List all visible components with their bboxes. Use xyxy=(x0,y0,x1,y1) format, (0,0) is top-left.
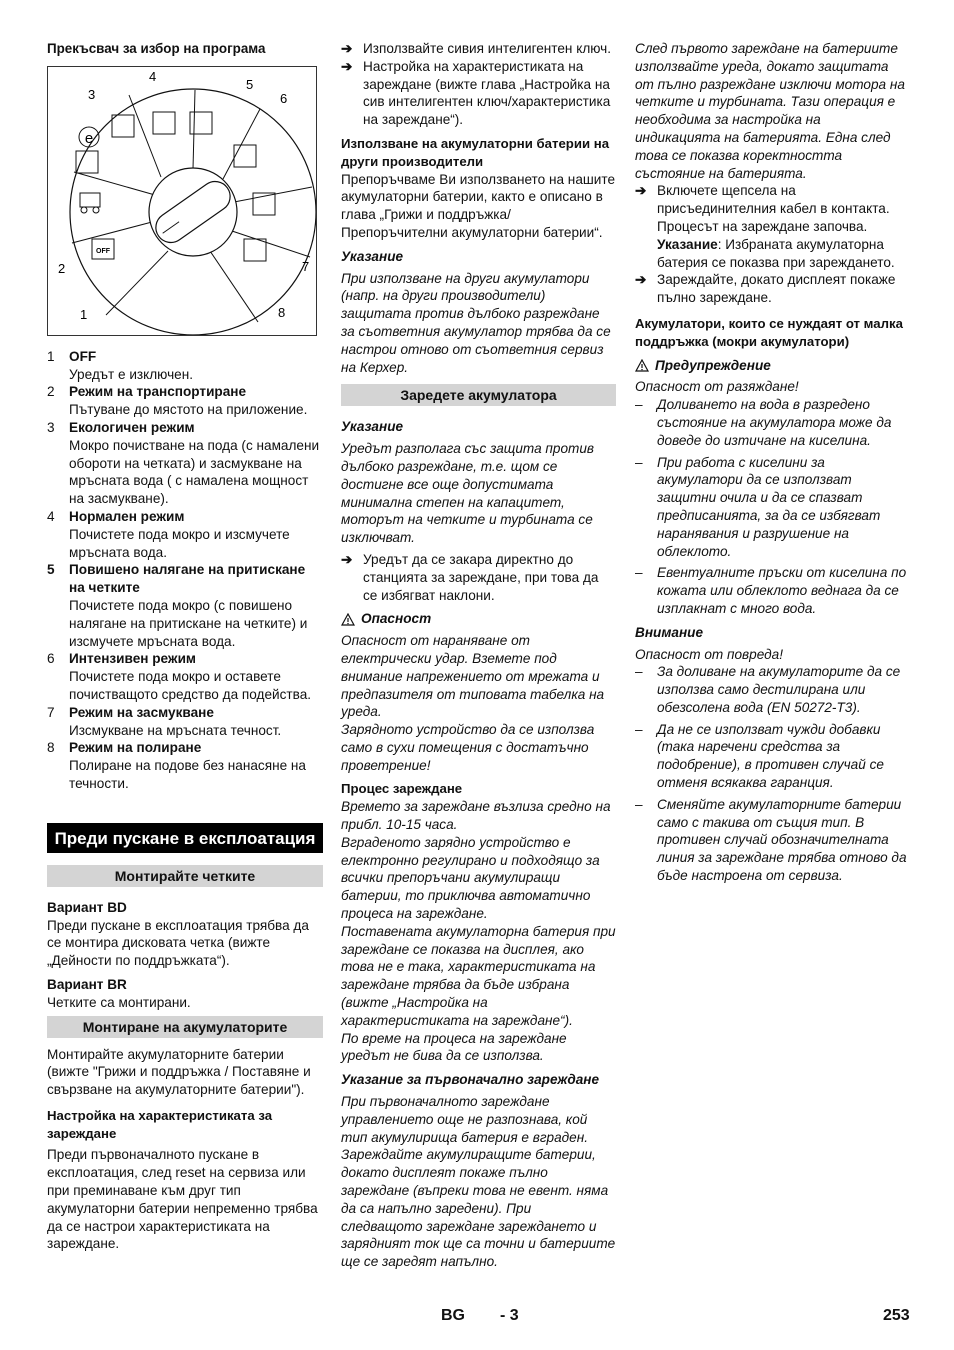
intensive-detergent-icon xyxy=(234,145,256,167)
legend-item: 3 Екологичен режим xyxy=(47,419,195,435)
subsection-title-batteries: Монтиране на акумулаторите xyxy=(47,1016,323,1038)
list-item: – При работа с киселини за акумулатори да се използват защитни очила и да се спазват предписанията, за да се избягват наранявания и разрушение на облеклото. xyxy=(635,454,881,559)
list-item: – Да не се използват чужди добавки (така наречени средства за подобрение), в противен случай се отменя всякаква гаранция. xyxy=(635,721,884,791)
list-item: ➔ Включете щепсела на присъединителния кабел в контакта. Процесът на зареждане започва. Указание: Избраната акумулаторна батерия се показва при зареждането. xyxy=(635,183,895,270)
danger-label: Опасност xyxy=(361,611,432,627)
column-1 xyxy=(47,40,323,1253)
transport-mode-icon xyxy=(80,193,100,213)
svg-text:4: 4 xyxy=(149,68,157,84)
charging-process-title: Процес зареждане xyxy=(341,781,463,797)
legend-item: 7 Режим на засмукване xyxy=(47,704,214,720)
danger-text: Опасност от нараняване от електрически удар. Вземете под внимание напрежението от мрежата и предпазителя от типовата табелка на уреда. xyxy=(341,633,605,720)
warning-label: Предупреждение xyxy=(655,357,771,373)
legend-item: 8 Режим на полиране xyxy=(47,740,202,756)
svg-text:7: 7 xyxy=(302,258,310,274)
wet-batteries-title: Акумулатори, които се нуждаят от малка поддръжка (мокри акумулатори) xyxy=(635,315,903,349)
svg-text:6: 6 xyxy=(280,90,288,106)
subsection-title-charge: Заредете акумулатора xyxy=(341,384,616,406)
figure-legend: 1 OFF Уредът е изключен. 2 Режим на транспортиране Пътуване до мястото на приложение. 3 Екологичен режим Мокро почистване на пода (с намалени обороти на четката) и засмукване на мръсната вода ( с намалена мощност на засмукване). 4 Нормален режим Почистете пода мокро и изсмучете мръсната вода. 5 Повишено налягане на притискане на четките Почистете пода мокро (с повишено налягане на притискане на четките) и изсмучете мръсната вода. 6 Интензивен режим Почистете пода мокро и оставете почистващото средство да подейства. 7 Режим на засмукване Изсмукване на мръсната течност. 8 Режим на полиране Полиране на подове без нанасяне на течности. xyxy=(47,348,323,793)
polish-mode-icon xyxy=(244,239,266,261)
first-charge-title: Указание за първоначално зареждане xyxy=(341,1072,600,1088)
list-item: ➔ Използвайте сивия интелигентен ключ. xyxy=(341,41,612,56)
footer-language: BG xyxy=(441,1307,465,1324)
off-label: OFF xyxy=(96,247,110,255)
warning-triangle-icon xyxy=(635,359,649,372)
svg-text:8: 8 xyxy=(278,304,286,320)
variant-br-title: Вариант BR xyxy=(47,976,127,992)
svg-text:1: 1 xyxy=(80,306,88,322)
legend-item: 1 OFF xyxy=(47,348,97,364)
legend-item: 5 Повишено налягане на притискане на четките xyxy=(47,562,306,596)
column-3: След първото зареждане на батериите използвайте уреда, докато защитата от пълно разреждане изключи мотора на четките и турбината. Тази операция е необходима за настройка на индикацията на батерията. Една след това се показва коректността състояние на батерията. ➔ Включете щепсела на присъединителния кабел в контакта. Процесът на зареждане започва. Указание: Избраната акумулаторна батерия се показва при зареждането. ➔ Зареждайте, докато дисплеят покаже пълно зареждане. Акумулатори, които се нуждаят от малка поддръжка (мокри акумулатори) Предупреждение Опасност от разяждане! – Доливането на вода в разредено състояние на акумулатора може да доведе до изтичане на киселина. – При работа с киселини за акумулатори да се използват защитни очила и да се спазват предписанията, за да се избягват наранявания и разрушение на облеклото. – Евентуалните пръски от киселина по кожата или облеклото веднага да се изплакнат с много вода. Внимание Опасност от повреда! – За доливане на акумулаторите да се използва само дестилирана или обезсолена вода (EN 50272-T3). – Да не се използват чужди добавки (така наречени средства за подобрение), в противен случай се отменя всякаква гаранция. – Сменяйте акумулаторните батерии само с такива от същия тип. В противен случай обозначителната линия за зареждане трябва отново да бъде настроена от сервиза. xyxy=(635,41,907,884)
first-charge-text: При първоначалното зареждане управлението още не разпознава, кой тип акумулирища батерия е вграден. Зареждайте акумулиращите батерии, докато дисплеят покаже пълно зареждане (въпреки това не евент. няма да са напълно заредени). При следващото зареждане зареждането и зарядният ток ще са точни и батериите ще се заредят напълно. xyxy=(341,1094,616,1270)
list-item: – Доливането на вода в разредено състояние на акумулатора може да доведе до изтичане на киселина. xyxy=(635,397,892,448)
normal-mode-icon xyxy=(112,115,134,137)
footer-page-number: 253 xyxy=(883,1307,910,1324)
list-item: ➔ Настройка на характеристиката на зареждане (вижте глава „Настройка на сив интелигентен ключ/характеристика на зареждане“). xyxy=(341,58,611,128)
program-selector-figure xyxy=(47,66,317,336)
svg-text:3: 3 xyxy=(88,86,96,102)
program-selector-diagram xyxy=(48,67,316,335)
note-text: Уредът разполага със защита против дълбоко разреждане, т.е. щом се достигне все още допустимата минимална степен на капацитет, моторът на четките и турбината се изключват. xyxy=(341,441,595,546)
intensive-mode-icon xyxy=(190,112,212,134)
variant-br-text: Четките са монтирани. xyxy=(47,994,191,1010)
legend-item: 2 Режим на транспортиране xyxy=(47,384,247,400)
svg-text:2: 2 xyxy=(58,260,66,276)
warning-heading xyxy=(635,357,907,375)
intro-text: След първото зареждане на батериите използвайте уреда, докато защитата от пълно разреждане изключи мотора на четките и турбината. Тази операция е необходима за настройка на индикацията на батерията. Една след това се показва коректността състояние на батерията. xyxy=(635,41,905,181)
figure-title: Прекъсвач за избор на програма xyxy=(47,41,266,56)
svg-text:5: 5 xyxy=(246,76,254,92)
charge-setting-text: Преди първоначалното пускане в експлоатация, след reset на сервиза или при преминаване към друг тип акумулаторни батерии непременно трябва да се настрои характеристиката на зареждане. xyxy=(47,1147,318,1252)
list-item: – За доливане на акумулаторите да се използва само дестилирана или обезсолена вода (EN 50272-T3). xyxy=(635,664,901,715)
column-2: ➔ Използвайте сивия интелигентен ключ. ➔ Настройка на характеристиката на зареждане (вижте глава „Настройка на сив интелигентен ключ/характеристика на зареждане“). Използване на акумулаторни батерии на други производители Препоръчваме Ви използването на нашите акумулаторни батерии, както е описано в глава „Грижи и поддръжка/ Препоръчителни акумулаторни батерии“. Указание При използване на други акумулатори (напр. на други производители) защитата против дълбоко разреждане за съответния акумулатор трябва да се настрои отново от съответния сервиз на Керхер. Заредете акумулатора Указание Уредът разполага със защита против дълбоко разреждане, т.е. щом се достигне все още допустимата минимална степен на капацитет, моторът на четките и турбината се изключват. ➔ Уредът да се закара директно до станцията за зареждане, при това да се избягват наклони. Опасност Опасност от нараняване от електрически удар. Вземете под внимание напрежението от мрежата и предпазителя от типовата табелка на уреда. Зарядното устройство да се използва само в сухи помещения с достатъчно проветрение! Процес зареждане Времето за зареждане възлиза средно на прибл. 10-15 часа. Вграденото зарядно устройство е електронно регулирано и подходящо за всички препоръчани акумулиращи батерии, то приключва автоматично процеса на зареждане. Поставената акумулаторна батерия при зареждане се показва на дисплея, ако това не е така, характеристиката на зареждане трябва да бъде избрана (вижте „Настройка на характеристиката на зареждане“). По време на процеса на зареждане уредът не бива да се използва. Указание за първоначално зареждане При първоначалното зареждане управлението още не разпознава, кой тип акумулирища батерия е вграден. Зареждайте акумулиращите батерии, докато дисплеят покаже пълно зареждане (въпреки това не евент. няма да са напълно заредени). При следващото зареждане зареждането и зарядният ток ще са точни и батериите ще се заредят напълно. xyxy=(341,41,616,1270)
other-manufacturers-text: Препоръчваме Ви използването на нашите акумулаторни батерии, както е описано в глава „Грижи и поддръжка/ Препоръчителни акумулаторни батерии“. xyxy=(341,171,616,240)
subsection-title-brushes: Монтирайте четките xyxy=(47,865,323,887)
list-item: – Сменяйте акумулаторните батерии само с такива от същия тип. В противен случай обозначителната линия за зареждане трябва отново да бъде настроена от сервиза. xyxy=(635,796,907,884)
note-label: Указание xyxy=(341,248,404,264)
warning-triangle-icon xyxy=(341,613,355,626)
list-item: ➔ Зареждайте, докато дисплеят покаже пълно зареждане. xyxy=(635,272,896,306)
variant-bd-title: Вариант BD xyxy=(47,899,127,915)
danger-heading xyxy=(341,610,616,628)
eco-mode-icon xyxy=(76,151,98,173)
list-item: – Евентуалните пръски от киселина по кожата или облеклото веднага да се изплакнат с много вода. xyxy=(635,565,907,616)
legend-item: 6 Интензивен режим xyxy=(47,651,196,667)
list-item: ➔ Уредът да се закара директно до станцията за зареждане, при това да се избягват наклони. xyxy=(341,551,599,603)
variant-bd-text: Преди пускане в експлоатация трябва да се монтира дисковата четка (вижте „Дейности по поддръжката“). xyxy=(47,917,309,969)
charge-setting-title: Настройка на характеристиката за зареждане xyxy=(47,1107,273,1141)
footer-page-local: - 3 xyxy=(500,1307,519,1324)
section-title-before-operation: Преди пускане в експлоатация xyxy=(47,823,323,853)
eco-e-icon: e xyxy=(84,129,94,147)
batteries-text: Монтирайте акумулаторните батерии (вижте "Грижи и поддръжка / Поставяне и свързване на акумулаторните батерии"). xyxy=(47,1046,311,1098)
legend-item: 4 Нормален режим xyxy=(47,508,185,524)
other-manufacturers-title: Използване на акумулаторни батерии на други производители xyxy=(341,135,610,169)
note-label: Указание xyxy=(341,419,404,435)
pressure-mode-icon xyxy=(153,112,175,134)
caution-label: Внимание xyxy=(635,624,704,640)
note-text: При използване на други акумулатори (напр. на други производители) защитата против дълбоко разреждане за съответния акумулатор трябва да се настрои отново от съответния сервиз на Керхер. xyxy=(341,270,611,375)
danger-text: Зарядното устройство да се използва само в сухи помещения с достатъчно проветрение! xyxy=(341,722,595,773)
